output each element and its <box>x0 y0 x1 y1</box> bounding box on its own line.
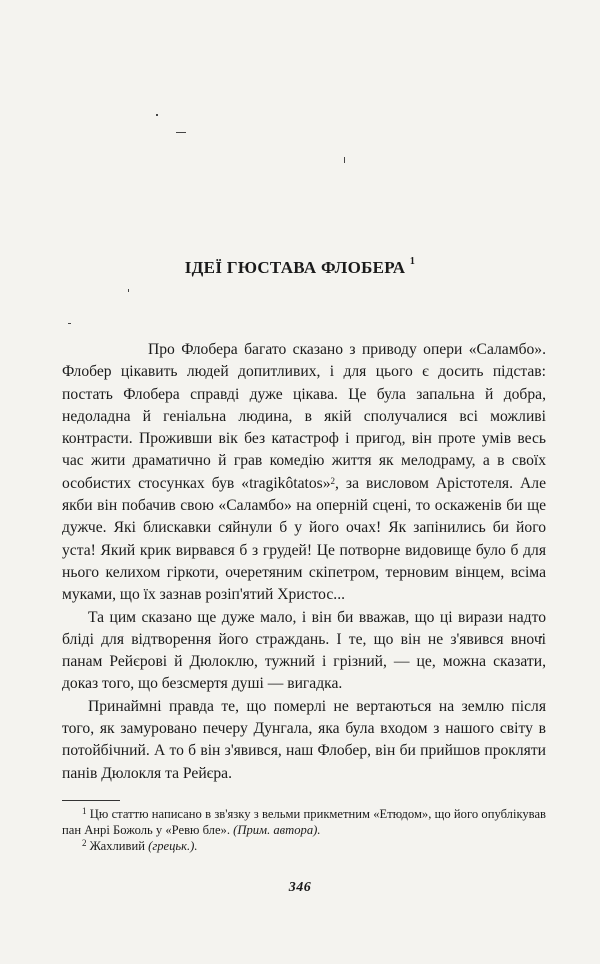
footnote-number: 1 <box>82 806 87 816</box>
paragraph-text: Про Флобера багато сказано з приводу опери «Саламбо». Флобер цікавить людей допитливих, і для цього є досить підстав: постать Флобера справді дуже цікава. Це була запальна й добра, недоладна й геніальна людина, в якій сполучалися всі можливі контрасти. Проживши вік без катастроф і пригод, він проте умів весь час жити драматично й грав комедію життя як мелодраму, а в своїх особистих стосунках був «tragikôtatos» <box>62 341 546 492</box>
footnote <box>62 806 546 838</box>
chapter-title <box>60 258 540 278</box>
footnote-number: 2 <box>82 838 87 848</box>
footnote <box>62 838 546 854</box>
title-footnote-mark: 1 <box>409 256 416 268</box>
print-speck <box>128 289 129 292</box>
print-speck <box>156 114 158 116</box>
footnote-text: Жахливий <box>89 839 145 853</box>
paragraph-text: , за висловом Арістотеля. Але якби він побачив свою «Саламбо» на оперній сцені, то оскаженів би ще дужче. Які блискавки сяйнули б у його очах! Як запінились би його уста! Який крик вирвався б з грудей! Це потворне видовище було б для нього келихом гіркоти, очеретяним скіпетром, терновим вінцем, всіма муками, що їх зазнав розіп'ятий Христос... <box>62 474 546 604</box>
footnote-divider <box>62 800 120 801</box>
print-speck <box>68 323 71 324</box>
page-number: 346 <box>288 880 312 895</box>
print-speck <box>344 157 345 163</box>
footnote-mark: 2 <box>330 475 335 486</box>
print-speck <box>176 132 186 133</box>
footnotes <box>62 806 546 854</box>
paragraph: Принаймні правда те, що померлі не вертаються на землю після того, як замуровано печеру Дунгала, яка була входом з нашого світу в потойбічний. А то б він з'явився, наш Флобер, він би прийшов прокляти панів Дюлокля та Рейєра. <box>62 697 546 782</box>
footnote-text: Цю статтю написано в зв'язку з вельми прикметним «Етюдом», що його опублікував пан Анрі Божоль у «Ревю бле». <box>62 807 547 837</box>
paragraph <box>62 339 546 607</box>
paragraph: Та цим сказано ще дуже мало, і він би вважав, що ці вирази надто бліді для відтворення його страждань. І те, що він не з'явився вночі панам Рейєрові й Дюлоклю, тужний і грізний, — це, можна сказати, доказ того, що безсмертя душі — вигадка. <box>62 608 546 693</box>
footnote-note: (грецьк.). <box>148 839 198 853</box>
chapter-title-text: ІДЕЇ ГЮСТАВА ФЛОБЕРА <box>184 258 406 278</box>
body-text <box>62 339 546 785</box>
footnote-note: (Прим. автора). <box>233 823 321 837</box>
